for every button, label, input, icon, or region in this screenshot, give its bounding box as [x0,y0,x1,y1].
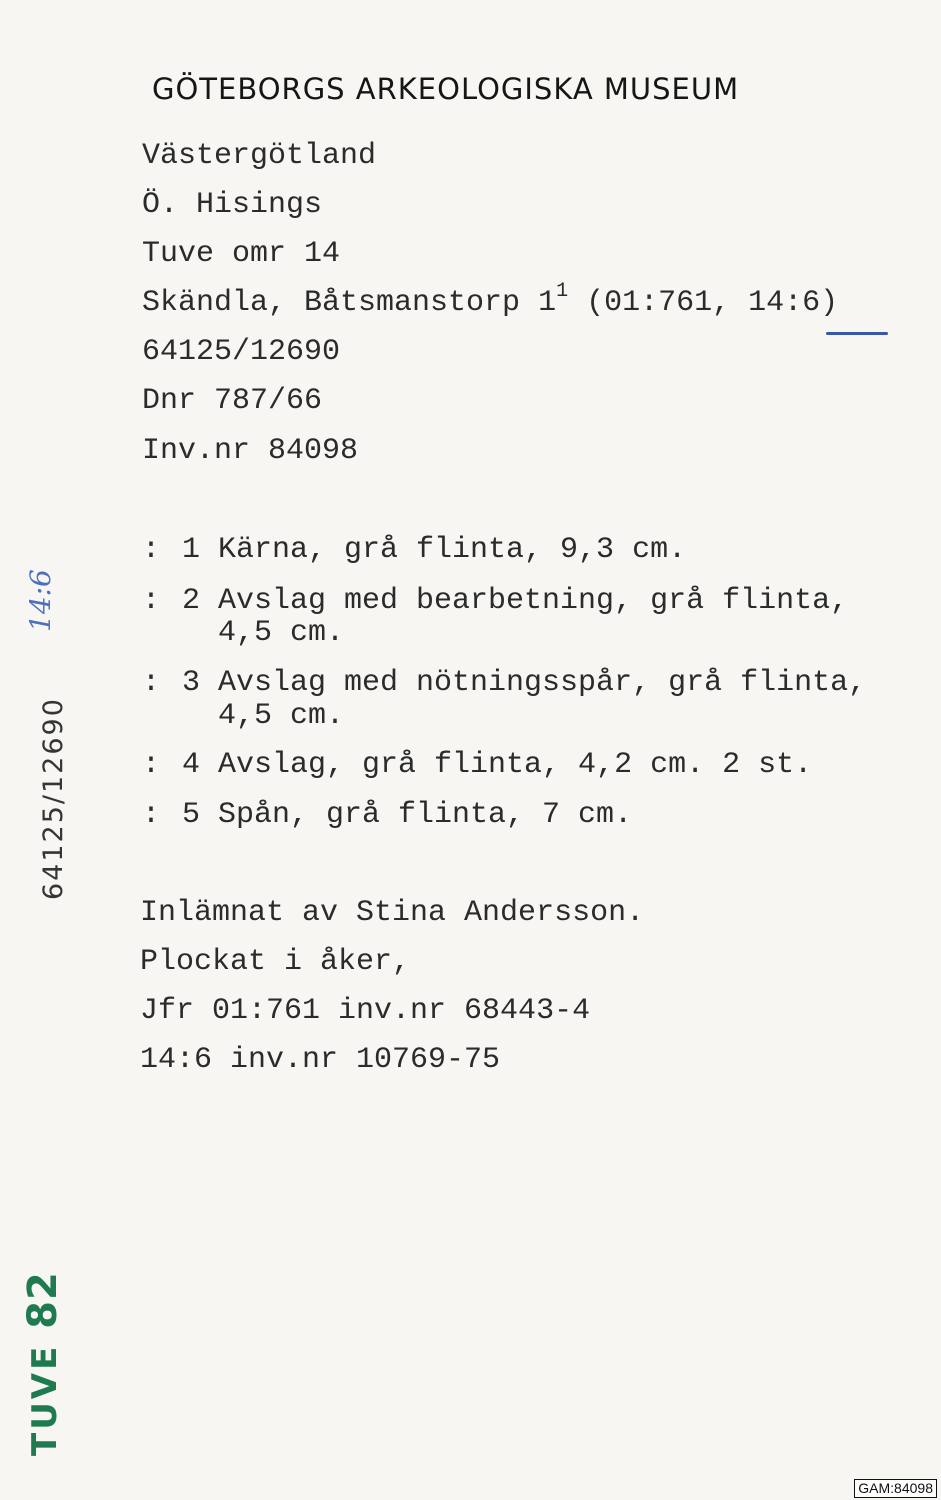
note-compare-2: 14:6 inv.nr 10769-75 [140,1043,501,1077]
item-number: 1 [182,533,201,567]
item-description: Avslag med nötningsspår, grå flinta, [218,666,867,700]
item-4 [142,747,812,783]
province-line: Västergötland [142,139,377,173]
inventory-line: Inv.nr 84098 [142,434,359,468]
stamp-word: TUVE [25,1343,65,1456]
site-references: (01:761, 14:6) [586,286,839,320]
item-colon: : [142,584,161,618]
parish-line: Ö. Hisings [142,188,323,222]
site-name: Skändla, Båtsmanstorp 1 [142,286,557,320]
item-number: 4 [182,748,201,782]
item-number: 2 [182,584,201,618]
note-compare-1: Jfr 01:761 inv.nr 68443-4 [140,994,591,1028]
margin-stamp [20,1271,66,1456]
item-description: Spån, grå flinta, 7 cm. [218,798,633,832]
photo-id-label: GAM:84098 [854,1479,937,1498]
item-description: Avslag, grå flinta, 4,2 cm. 2 st. [218,748,813,782]
item-3 [142,665,866,701]
item-description: Kärna, grå flinta, 9,3 cm. [218,533,687,567]
margin-coordinates: 64125/12690 [38,697,69,900]
item-colon: : [142,748,161,782]
site-superscript: 1 [556,280,569,303]
item-2-continuation: 4,5 cm. [218,616,345,650]
item-colon: : [142,798,161,832]
area-line: Tuve omr 14 [142,237,341,271]
margin-handwritten-ref: 14:6 [24,569,57,632]
coordinates-line: 64125/12690 [142,335,341,369]
blue-underline-mark [826,332,888,335]
dnr-line: Dnr 787/66 [142,384,323,418]
item-number: 5 [182,798,201,832]
item-colon: : [142,533,161,567]
item-description: Avslag med bearbetning, grå flinta, [218,584,849,618]
item-colon: : [142,666,161,700]
item-2 [142,583,848,619]
item-3-continuation: 4,5 cm. [218,699,345,733]
item-number: 3 [182,666,201,700]
stamp-number: 82 [20,1271,66,1329]
item-1 [142,532,686,568]
note-collected: Plockat i åker, [140,945,411,979]
museum-header: GÖTEBORGS ARKEOLOGISKA MUSEUM [152,72,740,106]
site-line [142,280,839,324]
item-5 [142,797,632,833]
note-submitted-by: Inlämnat av Stina Andersson. [140,896,645,930]
